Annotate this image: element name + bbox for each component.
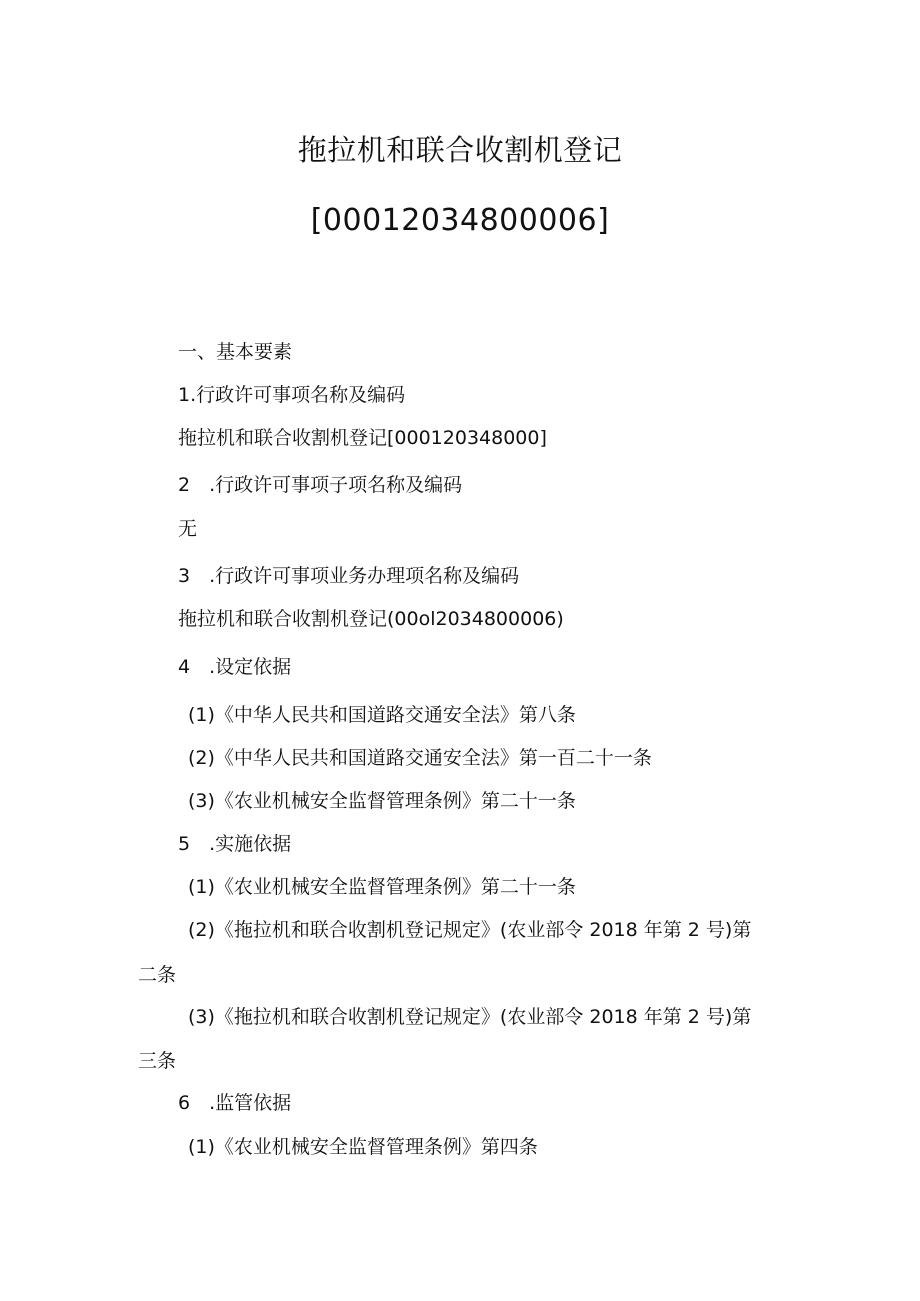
item5-ref-3: (3)《拖拉机和联合收割机登记规定》(农业部令 2018 年第 2 号)第 [188, 1006, 752, 1028]
item4-ref-3: (3)《农业机械安全监督管理条例》第二十一条 [188, 790, 576, 812]
item2-label: 2 .行政许可事项子项名称及编码 [178, 474, 463, 496]
item5-ref-2: (2)《拖拉机和联合收割机登记规定》(农业部令 2018 年第 2 号)第 [188, 919, 752, 941]
item5-ref-2-continued: 二条 [138, 964, 177, 986]
item3-label: 3 .行政许可事项业务办理项名称及编码 [178, 565, 520, 587]
item5-ref-1: (1)《农业机械安全监督管理条例》第二十一条 [188, 876, 576, 898]
item1-value: 拖拉机和联合收割机登记[000120348000] [178, 427, 547, 449]
item1-label: 1.行政许可事项名称及编码 [178, 384, 406, 406]
item2-value: 无 [178, 518, 198, 540]
section-heading: 一、基本要素 [178, 341, 293, 363]
item5-ref-3-continued: 三条 [138, 1050, 177, 1072]
document-code: [00012034800006] [310, 203, 610, 238]
item4-label: 4 .设定依据 [178, 656, 292, 678]
item3-value: 拖拉机和联合收割机登记(00ol2034800006) [178, 608, 564, 630]
item4-ref-1: (1)《中华人民共和国道路交通安全法》第八条 [188, 704, 576, 726]
document-title: 拖拉机和联合收割机登记 [297, 133, 623, 167]
item5-label: 5 .实施依据 [178, 833, 292, 855]
item6-label: 6 .监管依据 [178, 1092, 292, 1114]
item4-ref-2: (2)《中华人民共和国道路交通安全法》第一百二十一条 [188, 747, 652, 769]
item6-ref-1: (1)《农业机械安全监督管理条例》第四条 [188, 1136, 538, 1158]
